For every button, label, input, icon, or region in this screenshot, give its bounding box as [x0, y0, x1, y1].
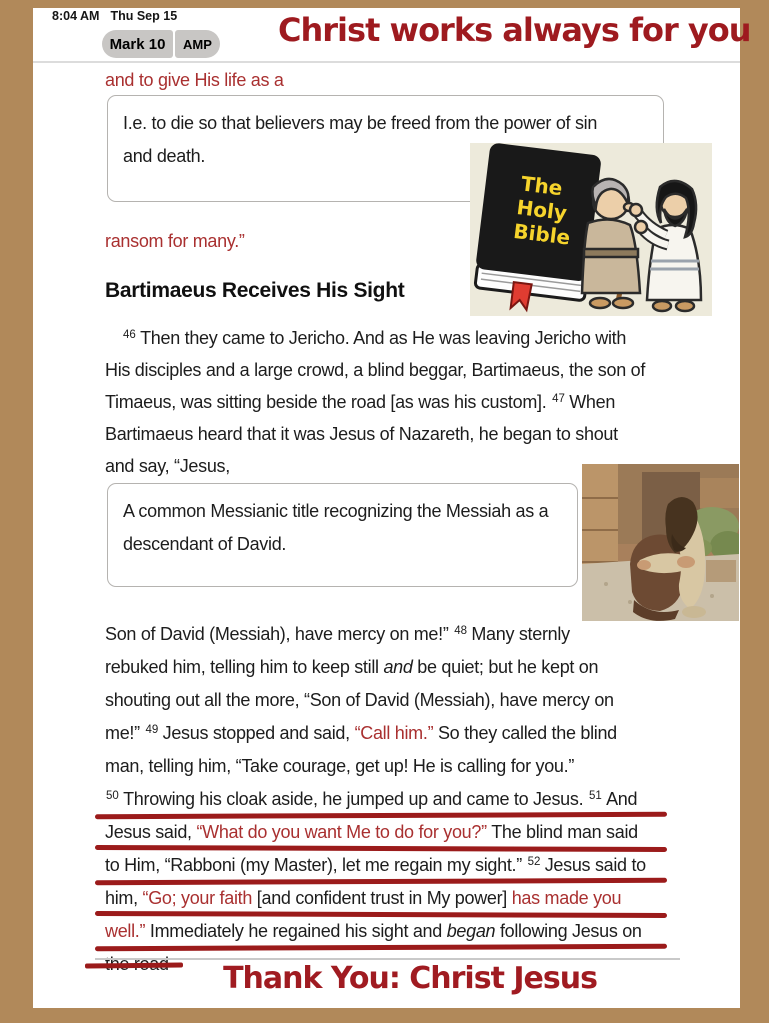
status-time: 8:04 AM — [52, 9, 100, 23]
page-bottom-rule — [95, 958, 680, 960]
holy-bible-clipart — [470, 143, 712, 316]
scripture-line — [105, 322, 667, 354]
scripture-text: His disciples and a large crowd, a blind beggar, Bartimaeus, the son of — [105, 360, 646, 380]
footnote-line: descendant of David. — [123, 534, 287, 554]
scripture-text: began — [446, 921, 496, 941]
verse-number: 52 — [527, 855, 541, 868]
verse-number: 47 — [552, 392, 565, 405]
scripture-text: Jesus said, — [105, 822, 197, 842]
scripture-text: rebuked him, telling him to keep still — [105, 657, 384, 677]
scripture-text: Bartimaeus heard that it was Jesus of Nazareth, he began to shout — [105, 424, 618, 444]
scripture-text: Then they came to Jericho. And as He was leaving Jericho with — [136, 328, 627, 348]
verse-number: 46 — [123, 328, 136, 341]
scripture-text: Timaeus, was sitting beside the road [as was his custom]. — [105, 392, 552, 412]
scripture-line — [105, 783, 667, 816]
scripture-text: “Go; your faith — [142, 888, 253, 908]
scripture-text: [and confident trust in My power] — [252, 888, 512, 908]
scripture-line — [105, 684, 667, 717]
red-letter-lead: and to give His life as a — [105, 70, 284, 90]
scripture-text: shouting out all the more, “Son of David (Messiah), have mercy on — [105, 690, 614, 710]
scripture-line — [105, 717, 667, 750]
scripture-text: well.” — [105, 921, 146, 941]
scripture-text: And — [602, 789, 638, 809]
book-title-line: Bible — [512, 218, 572, 250]
scripture-line — [105, 915, 667, 948]
scripture-line — [105, 618, 667, 651]
scripture-line — [105, 849, 667, 882]
scripture-text: Throwing his cloak aside, he jumped up and came to Jesus. — [119, 789, 588, 809]
scripture-text: The blind man said — [486, 822, 638, 842]
scripture-text: and say, “Jesus, — [105, 456, 230, 476]
scripture-text: So they called the blind — [433, 723, 617, 743]
translation-version-button[interactable]: AMP — [175, 30, 220, 58]
book-title-line: Holy — [515, 195, 569, 226]
scripture-text: Many sternly — [468, 624, 570, 644]
verse-number: 49 — [145, 723, 159, 736]
jesus-embrace-photo — [582, 464, 739, 621]
scripture-text: Immediately he regained his sight and — [145, 921, 447, 941]
scripture-text: me!” — [105, 723, 145, 743]
scripture-text: man, telling him, “Take courage, get up! He is calling for you.” — [105, 756, 575, 776]
scripture-text: to Him, “Rabboni (my Master), let me regain my sight.” — [105, 855, 527, 875]
verse-number: 51 — [588, 789, 602, 802]
page-title: Christ works always for you — [278, 11, 751, 49]
book-title-line: The — [519, 171, 564, 201]
section-heading: Bartimaeus Receives His Sight — [105, 279, 405, 302]
verse-number: 50 — [106, 789, 119, 802]
scripture-text: him, — [105, 888, 143, 908]
scripture-text: “Call him.” — [354, 723, 434, 743]
footnote-box-messiah — [107, 483, 578, 587]
scripture-line — [105, 882, 667, 915]
scripture-text: Jesus said to — [541, 855, 646, 875]
footnote-line: I.e. to die so that believers may be freed from the power of sin — [123, 113, 598, 133]
scripture-line — [105, 418, 667, 450]
scripture-paragraph-1 — [105, 322, 667, 482]
verse-number: 48 — [454, 624, 468, 637]
scripture-text: following Jesus on — [495, 921, 642, 941]
scripture-line — [105, 816, 667, 849]
status-bar — [52, 9, 177, 23]
scripture-text: Son of David (Messiah), have mercy on me!” — [105, 624, 454, 644]
footer-title: Thank You: Christ Jesus — [223, 961, 597, 996]
scripture-line — [105, 354, 667, 386]
header-divider — [33, 61, 740, 63]
scripture-text: “What do you want Me to do for you?” — [196, 822, 487, 842]
scripture-line — [105, 750, 667, 783]
scripture-text: Jesus stopped and said, — [159, 723, 355, 743]
scripture-text: and — [383, 657, 413, 677]
scripture-text: When — [565, 392, 616, 412]
scripture-text: be quiet; but he kept on — [412, 657, 599, 677]
scripture-text: has made you — [511, 888, 622, 908]
book-chapter-button[interactable]: Mark 10 — [102, 30, 173, 58]
scripture-paragraph-2 — [105, 618, 667, 981]
status-date: Thu Sep 15 — [110, 9, 178, 23]
red-letter-continuation: ransom for many.” — [105, 231, 245, 251]
footnote-line: and death. — [123, 146, 206, 166]
footnote-line: A common Messianic title recognizing the Messiah as a — [123, 501, 549, 521]
scripture-line — [105, 651, 667, 684]
scripture-line — [105, 386, 667, 418]
